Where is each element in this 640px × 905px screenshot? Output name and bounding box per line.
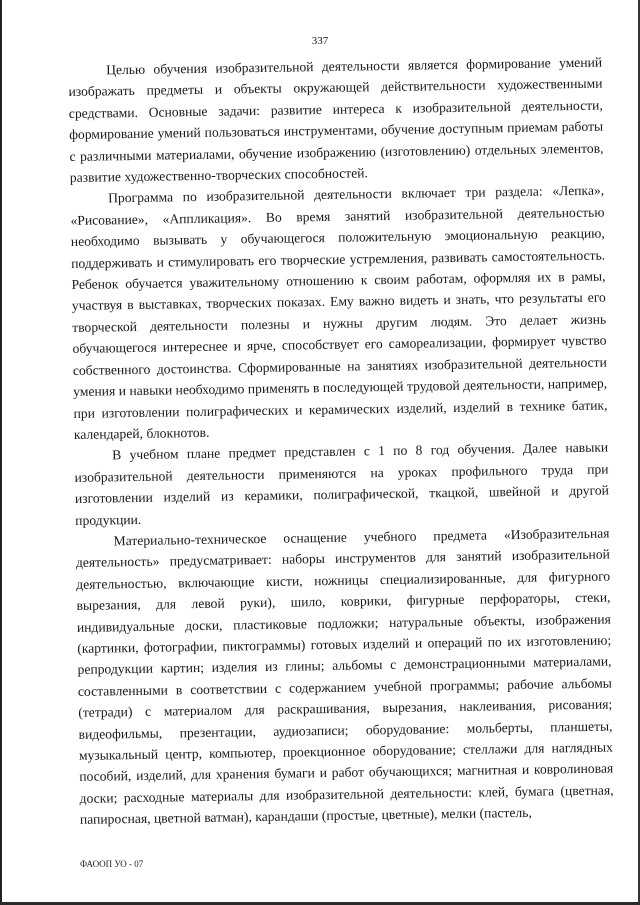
scan-frame-left [0, 0, 2, 905]
page-number: 337 [311, 35, 329, 47]
paragraph-goals: Целью обучения изобразительной деятельности является формирование умений изображать предметы и объекты окружающей действительности художественными средствами. Основные задачи: развитие интереса к изобразительной деятельности, формирование умений пользоваться инструментами, обучение доступным приемам работы с различными материалами, обучение изображению (изготовлению) отдельных элементов, развитие художественно-творческих способностей. [68, 54, 604, 186]
paragraph-curriculum: В учебном плане предмет представлен с 1 по 8 год обучения. Далее навыки изобразительной деятельности применяются на уроках профильного труда при изготовлении изделий из керамики, полиграфической, ткацкой, швейной и другой продукции. [74, 439, 609, 528]
page-body [68, 52, 614, 831]
footer-document-code: ФАООП УО - 07 [80, 859, 144, 869]
paragraph-program-sections: Программа по изобразительной деятельности включает три раздела: «Лепка», «Рисование», «Аппликация». Во время занятий изобразительной деятельностью необходимо вызывать у обучающегося положительную эмоциональную реакцию, поддерживать и стимулировать его творческие устремления, развивать самостоятельность. Ребенок обучается уважительному отношению к своим работам, оформляя их в рамы, участвуя в выставках, творческих показах. Ему важно видеть и знать, что результаты его творческой деятельности полезны и нужны другим людям. Это делает жизнь обучающегося интереснее и ярче, способствует его самореализации, формирует чувство собственного достоинства. Сформированные на занятиях изобразительной деятельности умения и навыки необходимо применять в последующей трудовой деятельности, например, при изготовлении полиграфических и керамических изделий, изделий в технике батик, календарей, блокнотов. [70, 183, 608, 442]
paragraph-equipment: Материально-техническое оснащение учебного предмета «Изобразительная деятельность» предусматривает: наборы инструментов для занятий изобразительной деятельностью, включающие кисти, ножницы специализированные, для фигурного вырезания, для левой руки), шило, коврики, фигурные перфораторы, стеки, индивидуальные доски, пластиковые подложки; натуральные объекты, изображения (картинки, фотографии, пиктограммы) готовых изделий и операций по их изготовлению; репродукции картин; изделия из глины; альбомы с демонстрационными материалами, составленными в соответствии с содержанием учебной программы; рабочие альбомы (тетради) с материалом для раскрашивания, вырезания, наклеивания, рисования; видеофильмы, презентации, аудиозаписи; оборудование: мольберты, планшеты, музыкальный центр, компьютер, проекционное оборудование; стеллажи для наглядных пособий, изделий, для хранения бумаги и работ обучающихся; магнитная и ковролиновая доски; расходные материалы для изобразительной деятельности: клей, бумага (цветная, папиросная, цветной ватман), карандаши (простые, цветные), мелки (пастель, [75, 525, 614, 828]
